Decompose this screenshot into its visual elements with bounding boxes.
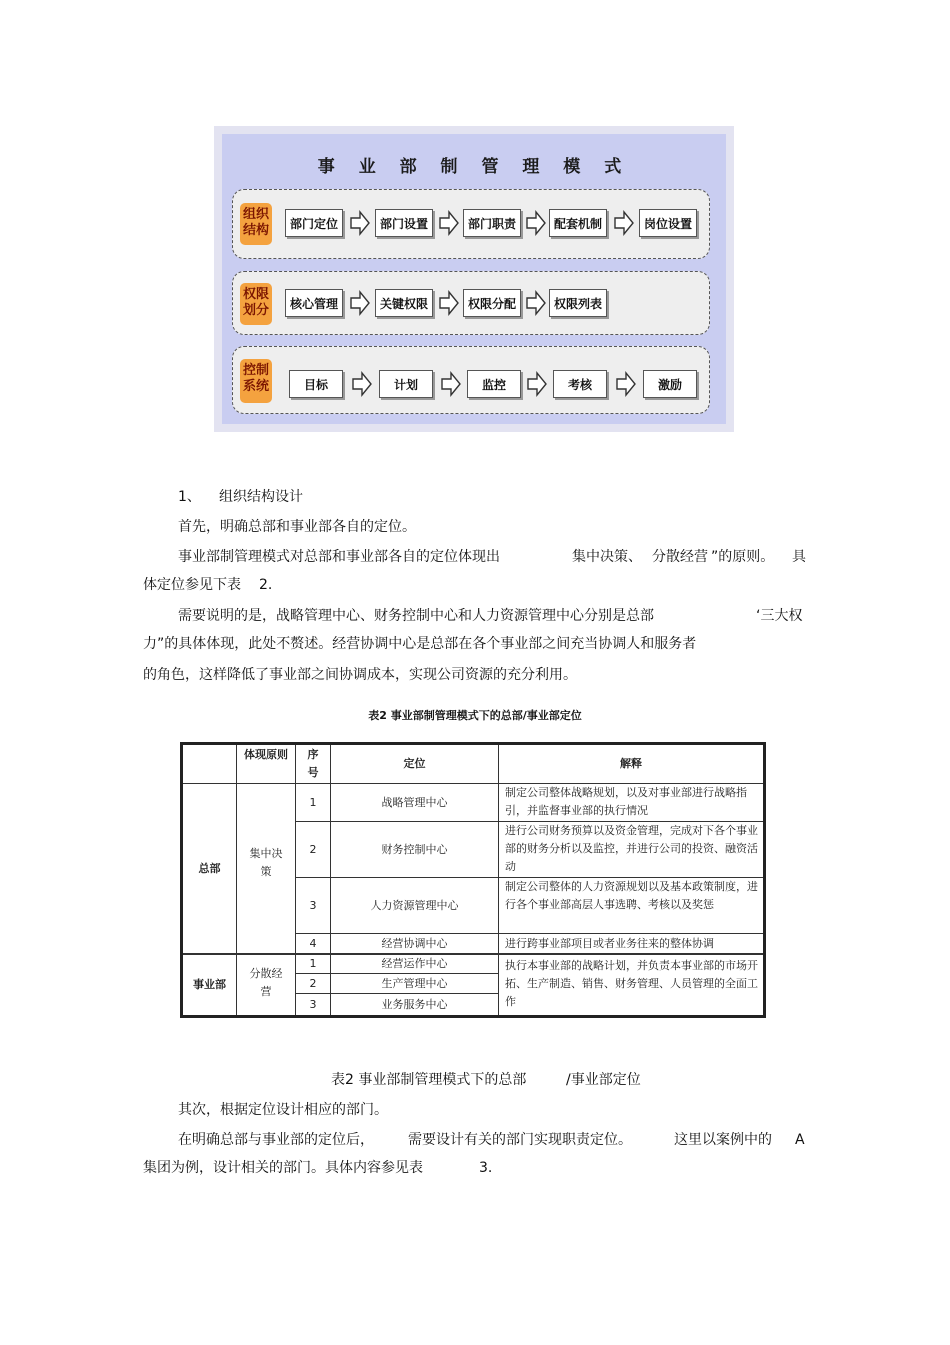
paragraph: 事业部制管理模式对总部和事业部各自的定位体现出 (178, 549, 500, 565)
step-box: 岗位设置 (639, 209, 697, 237)
paragraph: 集团为例，设计相关的部门。具体内容参见表 (143, 1160, 423, 1176)
header-position: 定位 (403, 757, 426, 770)
position: 经营协调中心 (381, 937, 448, 950)
paragraph-fragment: 3. (479, 1160, 493, 1176)
arrow-right-icon (614, 210, 634, 236)
positioning-table (180, 742, 766, 1018)
table-caption-bottom-fragment: /事业部定位 (566, 1072, 641, 1088)
table-caption-top: 表2 事业部制管理模式下的总部/事业部定位 (368, 709, 582, 722)
position: 战略管理中心 (381, 796, 448, 809)
step-box: 部门职责 (463, 209, 521, 237)
arrow-right-icon (352, 371, 372, 397)
principle-hq: 集中决策 (249, 847, 283, 878)
paragraph: 需要说明的是，战略管理中心、财务控制中心和人力资源管理中心分别是总部 (178, 608, 654, 624)
paragraph-fragment: 分散经营 (652, 549, 708, 565)
step-box: 部门设置 (375, 209, 433, 237)
explain: 进行公司财务预算以及资金管理，完成对下各个事业部的财务分析以及监控，并进行公司的投资、融资活动 (505, 824, 758, 873)
arrow-right-icon (527, 371, 547, 397)
arrow-right-icon (526, 210, 546, 236)
diagram-title: 事 业 部 制 管 理 模 式 (317, 157, 631, 177)
principle-division: 分散经营 (249, 967, 283, 998)
row-tag-control: 控制系统 (240, 359, 272, 403)
step-box: 权限分配 (463, 289, 521, 317)
header-explain: 解释 (620, 757, 642, 770)
explain: 制定公司整体战略规划，以及对事业部进行战略指引，并监督事业部的执行情况 (505, 786, 747, 817)
header-seq: 序号 (307, 748, 319, 779)
paragraph-fragment: ‘三大权 (756, 608, 803, 624)
position: 人力资源管理中心 (370, 899, 459, 912)
explain: 制定公司整体的人力资源规划以及基本政策制度，进行各个事业部高层人事选聘、考核以及奖惩 (505, 880, 758, 911)
seq: 1 (309, 957, 317, 970)
paragraph: 首先，明确总部和事业部各自的定位。 (178, 519, 416, 535)
explain: 执行本事业部的战略计划，并负责本事业部的市场开拓、生产制造、销售、财务管理、人员管理的全面工作 (505, 959, 758, 1008)
step-box: 激励 (643, 370, 697, 398)
explain: 进行跨事业部项目或者业务往来的整体协调 (505, 937, 714, 950)
paragraph: 的角色，这样降低了事业部之间协调成本，实现公司资源的充分利用。 (143, 667, 577, 683)
seq: 4 (309, 937, 317, 950)
arrow-right-icon (441, 371, 461, 397)
row-tag-org: 组织结构 (240, 203, 272, 245)
step-box: 目标 (289, 370, 343, 398)
arrow-right-icon (616, 371, 636, 397)
paragraph: 体定位参见下表 (143, 577, 241, 593)
step-box: 配套机制 (549, 209, 607, 237)
step-box: 考核 (553, 370, 607, 398)
unit-division: 事业部 (193, 978, 226, 991)
paragraph-fragment: 2. (259, 577, 273, 593)
position: 经营运作中心 (381, 957, 448, 970)
paragraph-fragment: 这里以案例中的 (674, 1132, 772, 1148)
position: 业务服务中心 (381, 998, 448, 1011)
paragraph: 力”的具体体现，此处不赘述。经营协调中心是总部在各个事业部之间充当协调人和服务者 (143, 636, 697, 652)
paragraph: 在明确总部与事业部的定位后， (178, 1132, 374, 1148)
paragraph-fragment: 集中决策、 (572, 549, 642, 565)
seq: 2 (309, 977, 317, 990)
step-box: 监控 (467, 370, 521, 398)
arrow-right-icon (439, 290, 459, 316)
row-tag-authority: 权限划分 (240, 283, 272, 325)
paragraph-fragment: 具 (792, 549, 806, 565)
table-caption-bottom: 表2 事业部制管理模式下的总部 (331, 1072, 527, 1088)
position: 生产管理中心 (381, 977, 448, 990)
step-box: 核心管理 (285, 289, 343, 317)
arrow-right-icon (526, 290, 546, 316)
paragraph-fragment: ”的原则。 (711, 549, 775, 565)
arrow-right-icon (439, 210, 459, 236)
section-title: 组织结构设计 (219, 489, 303, 505)
step-box: 计划 (379, 370, 433, 398)
step-box: 部门定位 (285, 209, 343, 237)
seq: 2 (309, 843, 317, 856)
unit-hq: 总部 (198, 862, 221, 875)
paragraph: 其次，根据定位设计相应的部门。 (178, 1102, 388, 1118)
step-box: 关键权限 (375, 289, 433, 317)
arrow-right-icon (350, 290, 370, 316)
section-number: 1、 (178, 489, 201, 505)
arrow-right-icon (350, 210, 370, 236)
paragraph-fragment: A (795, 1132, 805, 1148)
seq: 3 (309, 998, 317, 1011)
step-box: 权限列表 (549, 289, 607, 317)
header-principle: 体现原则 (244, 748, 288, 761)
position: 财务控制中心 (381, 843, 448, 856)
seq: 3 (309, 899, 317, 912)
seq: 1 (309, 796, 317, 809)
paragraph-fragment: 需要设计有关的部门实现职责定位。 (408, 1132, 632, 1148)
